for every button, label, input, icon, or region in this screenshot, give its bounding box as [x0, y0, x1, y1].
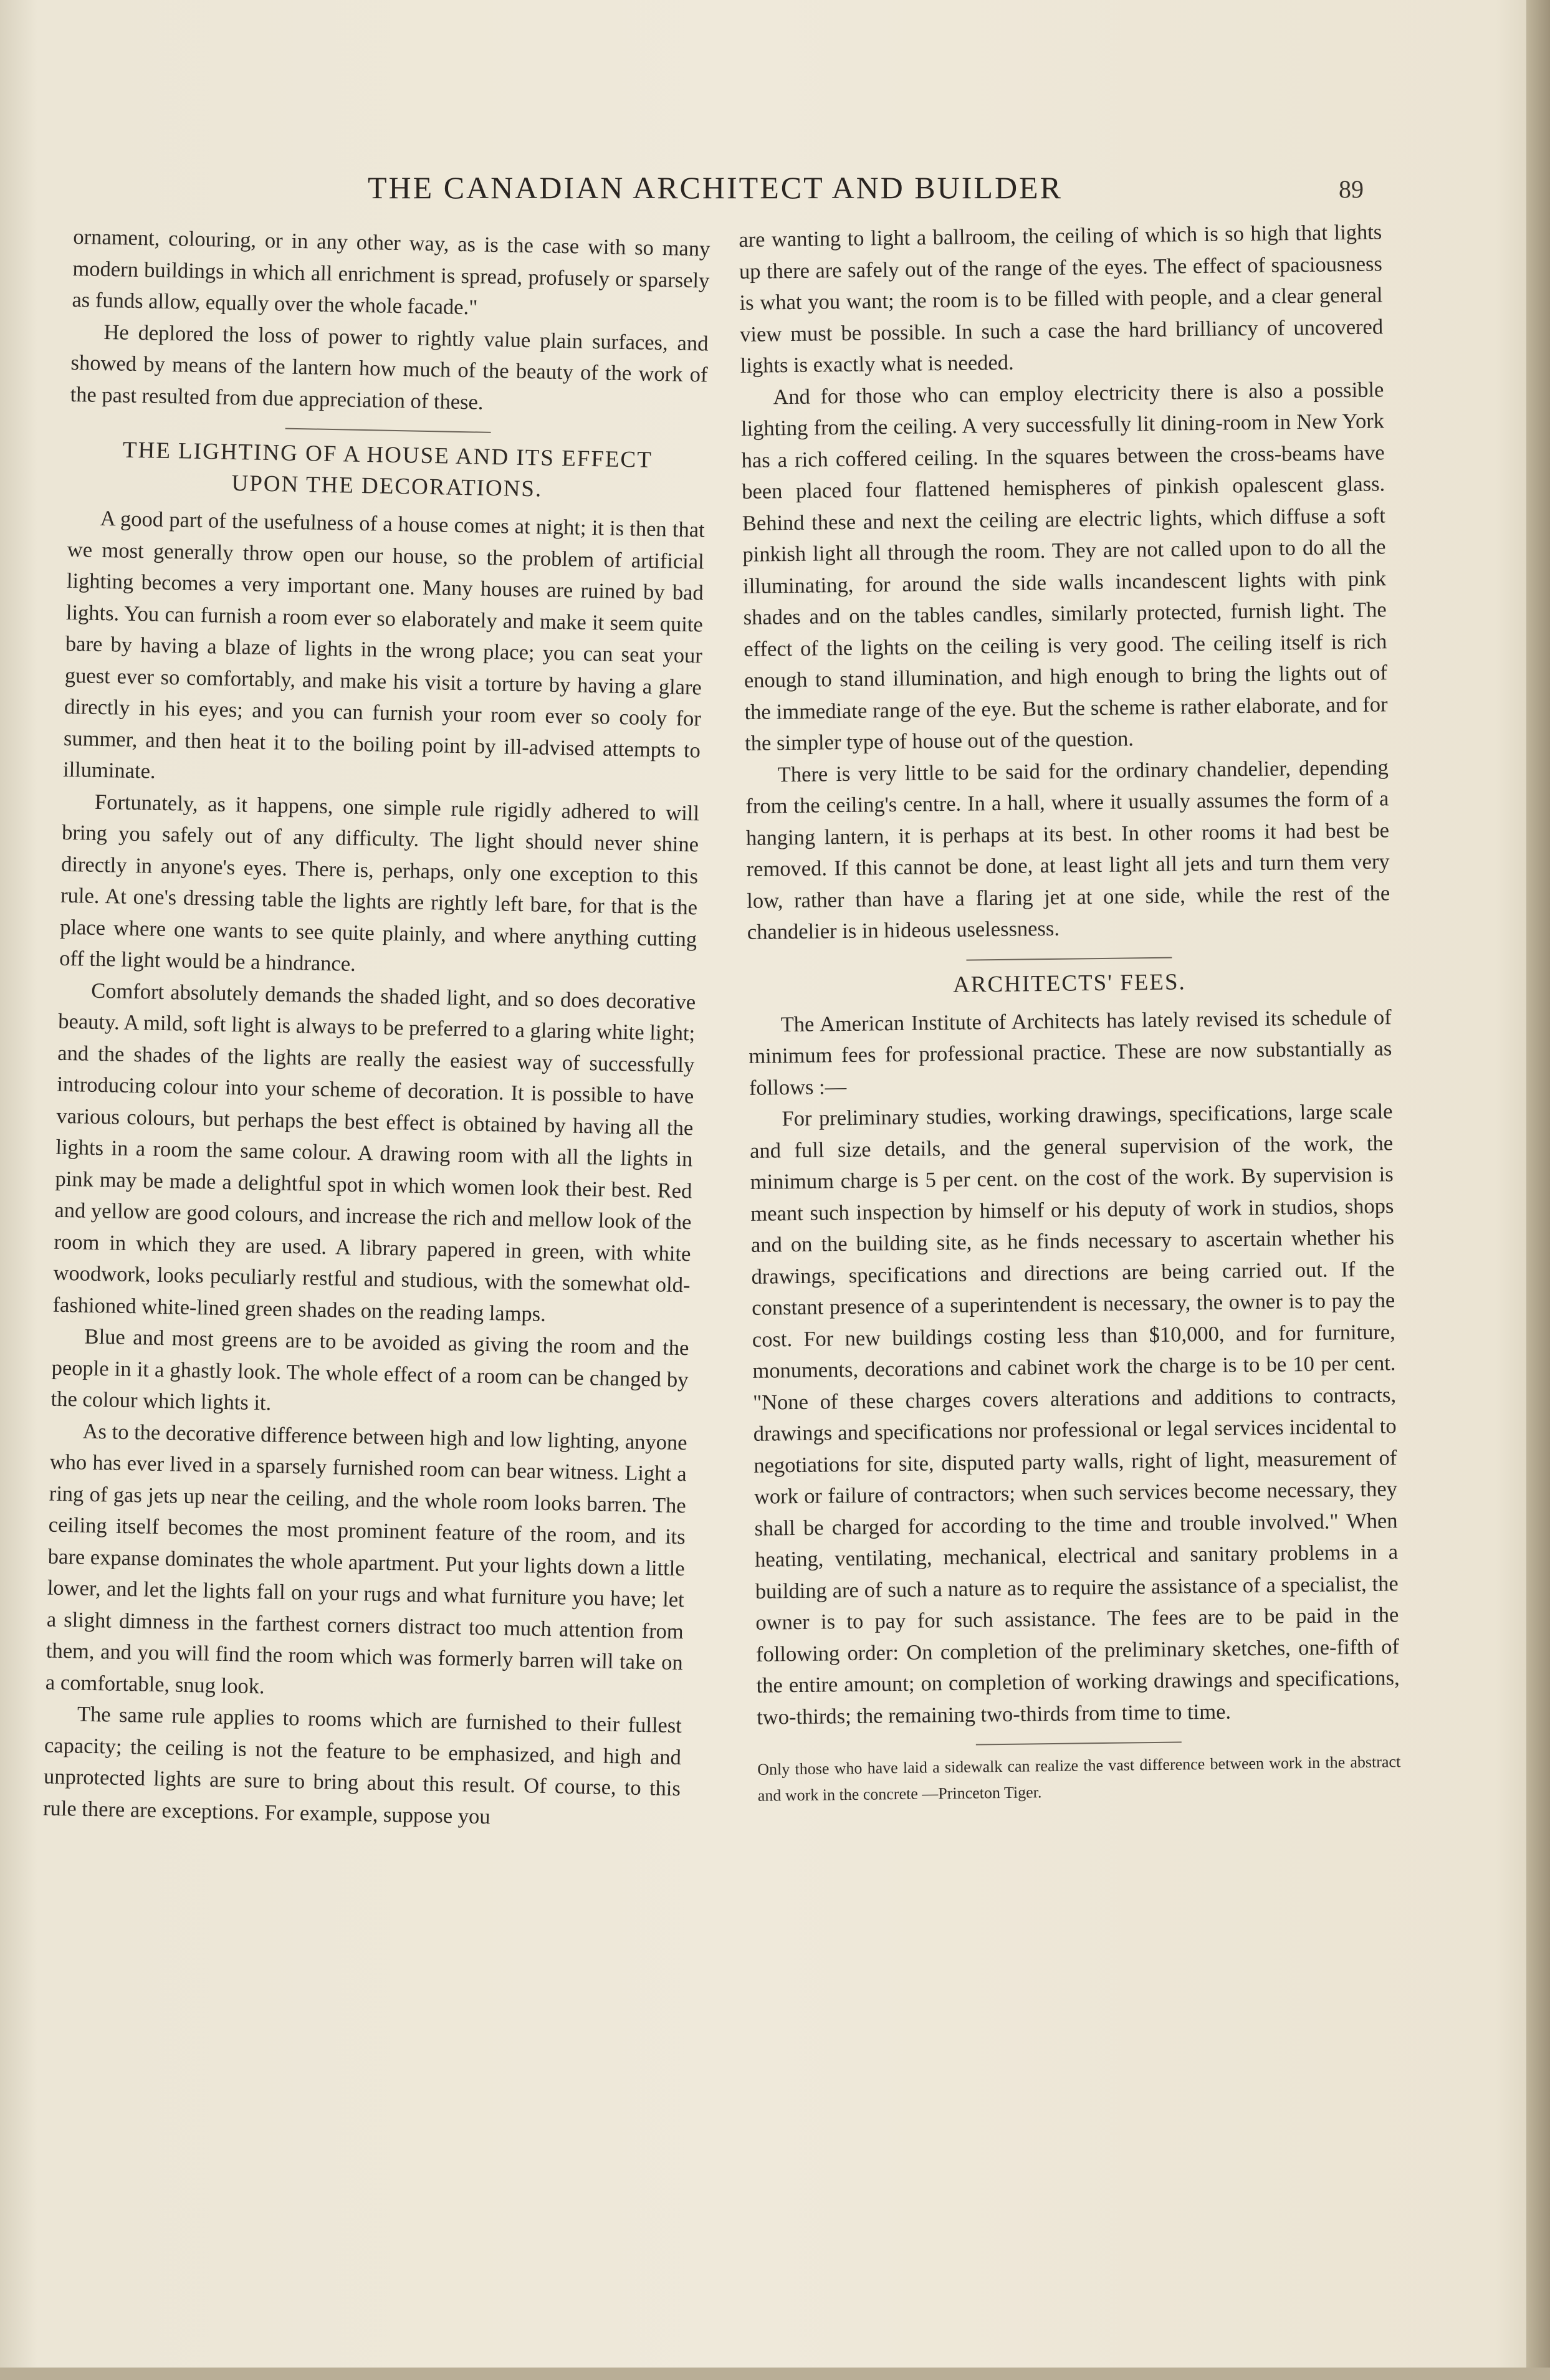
paragraph: Comfort absolutely demands the shaded light, and so does decorative beauty. A mild, soft light is always to be preferred to a glaring white light; and the shades of the lights are really the easiest way of successfully introducing colour into your scheme of decoration. It is possible to have various colours, but perhaps the best effect is obtained by having all the lights in a room the same colour. A drawing room with all the lights in pink may be made a delightful spot in which women look their best. Red and yellow are good colours, and increase the rich and mellow look of the room in which they are used. A library papered in green, with white woodwork, looks peculiarly restful and studious, with the somewhat old-fashioned white-lined green shades on the reading lamps. — [52, 978, 696, 1326]
paragraph: ornament, colouring, or in any other way, as is the case with so many modern buildings in which all enrichment is spread, profusely or sparsely as funds allow, equally over the whole facade." — [72, 224, 710, 320]
paragraph: And for those who can employ electricity there is also a possible lighting from the ceiling. A very successfully lit dining-room in New York has a rich coffered ceiling. In the squares between the cross-beams have been placed four flattened hemispheres of pinkish opalescent glass. Behind these and next the ceiling are electric lights, which diffuse a soft pinkish light all through the room. They are not called upon to do all the illuminating, for around the side walls incandescent lights with pink shades and on the tables candles, similarly protected, furnish light. The effect of the lights on the ceiling is very good. The ceiling itself is rich enough to stand illumination, and high enough to bring the lights out of the immediate range of the eye. But the scheme is rather elaborate, and for the simpler type of house out of the question. — [740, 377, 1388, 755]
paragraph: Blue and most greens are to be avoided as giving the room and the people in it a ghastly look. The whole effect of a room can be changed by the colour which lights it. — [50, 1324, 689, 1415]
left-column — [43, 221, 710, 1836]
page-header — [0, 170, 1550, 219]
footnote-divider — [976, 1741, 1182, 1745]
paragraph: Fortunately, as it happens, one simple rule rigidly adhered to will bring you safely out of any difficulty. The light should never shine directly in anyone's eyes. There is, perhaps, only one exception to this rule. At one's dressing table the lights are rightly left bare, for that is the place where one wants to see quite plainly, and where anything cutting off the light would be a hindrance. — [59, 790, 700, 976]
section-title-line: THE LIGHTING OF A HOUSE AND ITS EFFECT — [122, 437, 653, 473]
section-title-line: UPON THE DECORATIONS. — [231, 470, 543, 502]
section-title: ARCHITECTS' FEES. — [952, 968, 1186, 998]
paragraph: The same rule applies to rooms which are furnished to their fullest capacity; the ceiling is not the feature to be emphasized, and high and unprotected lights are sure to bring about this result. Of course, to this rule there are exceptions. For example, suppose you — [42, 1702, 682, 1828]
paragraph: There is very little to be said for the ordinary chandelier, depending from the ceiling's centre. In a hall, where it usually assumes the form of a hanging lantern, it is perhaps at its best. In other rooms it had best be removed. If this cannot be done, at least light all jets and turn them very low, rather than have a flaring jet at one side, while the rest of the chandelier is in hideous uselessness. — [745, 755, 1390, 944]
section-title — [69, 434, 707, 509]
paragraph: are wanting to light a ballroom, the ceiling of which is so high that lights up there are safely out of the range of the eyes. The effect of spaciousness is what you want; the room is to be filled with people, and a clear general view must be possible. In such a case the hard brilliancy of uncovered lights is exactly what is needed. — [739, 220, 1384, 378]
section-divider — [285, 428, 491, 433]
page-edge-bottom — [0, 2368, 1550, 2380]
running-title: THE CANADIAN ARCHITECT AND BUILDER — [368, 170, 1063, 205]
paragraph: As to the decorative difference between high and low lighting, anyone who has ever lived in a sparsely furnished room can bear witness. Light a ring of gas jets up near the ceiling, and the whole room looks barren. The ceiling itself becomes the most prominent feature of the room, and its bare expanse dominates the whole apartment. Put your lights down a little lower, and let the lights fall on your rugs and what furniture you have; let a slight dimness in the farthest corners distract too much attention from them, and you will find the room which was formerly barren will take on a comfortable, snug look. — [45, 1419, 687, 1698]
paragraph: The American Institute of Architects has lately revised its schedule of minimum fees for professional practice. These are now substantially as follows :— — [749, 1005, 1392, 1100]
paragraph: A good part of the usefulness of a house comes at night; it is then that we most generally throw open our house, so the problem of artificial lighting becomes a very important one. Many houses are ruined by bad lights. You can furnish a room ever so elaborately and make it seem quite bare by having a blaze of lights in the wrong place; you can seat your guest ever so comfortably, and make his visit a torture by having a glare directly in his eyes; and you can furnish your room ever so cooly for summer, and then heat it to the boiling point by ill-advised attempts to illuminate. — [62, 506, 706, 783]
paragraph: He deplored the loss of power to rightly value plain surfaces, and showed by means of the lantern how much of the beauty of the work of the past resulted from due appreciation of these. — [70, 320, 709, 414]
page-number: 89 — [1339, 175, 1364, 203]
page-edge-right — [1526, 0, 1550, 2380]
right-column — [739, 216, 1401, 1809]
paragraph: For preliminary studies, working drawings, specifications, large scale and full size details, and the general supervision of the work, the minimum charge is 5 per cent. on the cost of the work. By supervision is meant such inspection by himself or his deputy of work in studios, shops and on the building site, as he finds necessary to ascertain whether his drawings, specifications and directions are being carried out. If the constant presence of a superintendent is necessary, the owner is to pay the cost. For new buildings costing less than $10,000, and for furniture, monuments, decorations and cabinet work the charge is to be 10 per cent. "None of these charges covers alterations and additions to contracts, drawings and specifications nor professional or legal services incidental to negotiations for site, disputed party walls, right of light, measurement of work or failure of contractors; when such services become necessary, they shall be charged for according to the time and trouble involved." When heating, ventilating, mechanical, electrical and sanitary problems in a building are of such a nature as to require the assistance of a specialist, the owner is to pay for such assistance. The fees are to be paid in the following order: On completion of the preliminary sketches, one-fifth of the entire amount; on completion of working drawings and specifications, two-thirds; the remaining two-thirds from time to time. — [749, 1099, 1400, 1729]
section-divider — [966, 957, 1172, 960]
footnote: Only those who have laid a sidewalk can realize the vast difference between work in the abstract and work in the concrete —Princeton Tiger. — [757, 1752, 1401, 1805]
